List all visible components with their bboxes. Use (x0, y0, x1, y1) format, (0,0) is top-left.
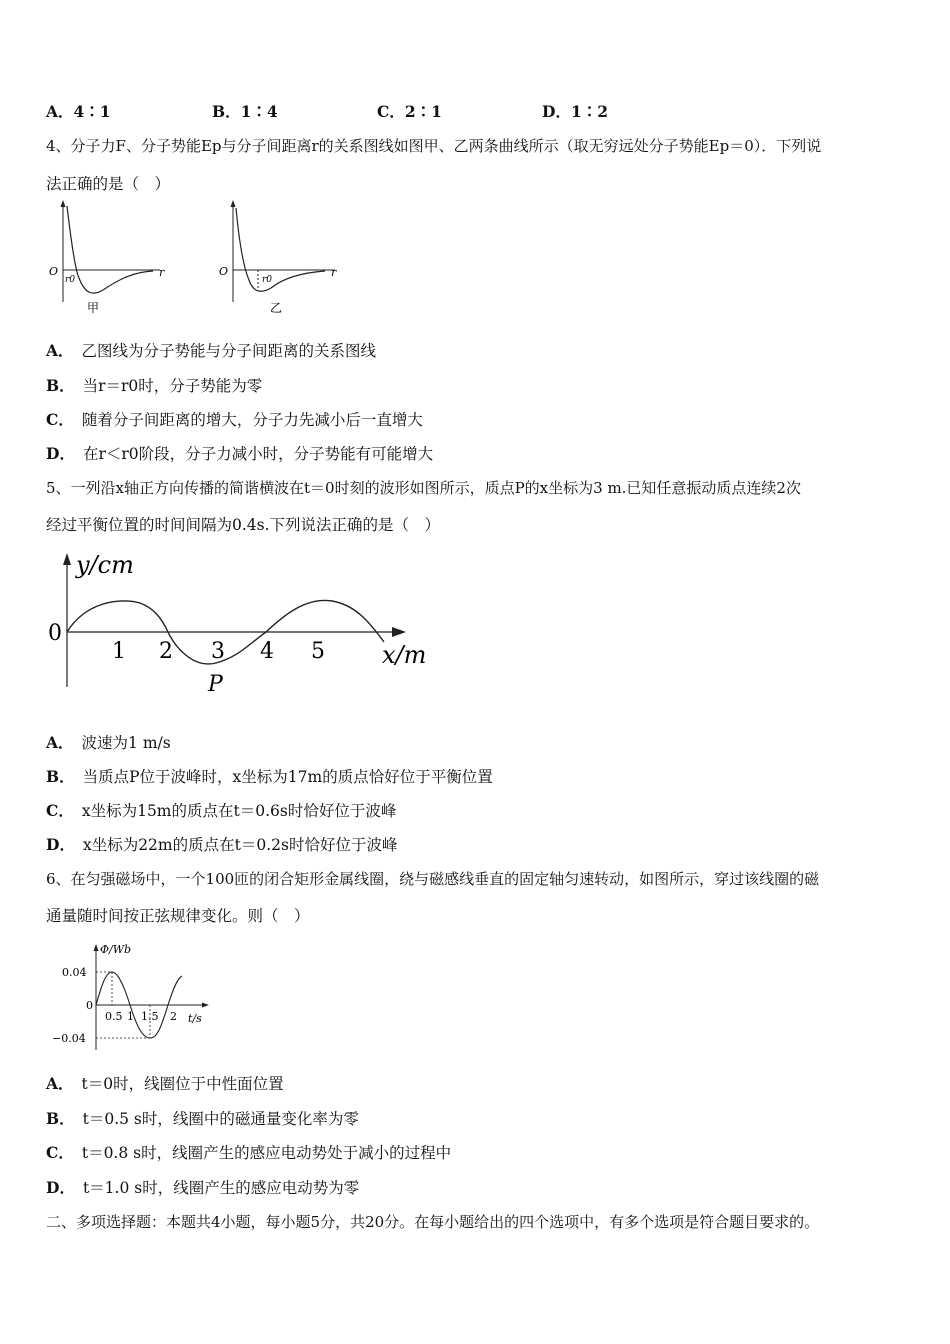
q4-yi-caption: 乙 (270, 301, 283, 315)
q6-option-a: A． t＝0时，线圈位于中性面位置 (46, 1074, 284, 1093)
q3-option-b: B．1∶4 (212, 102, 278, 121)
q5-x-label: x/m (382, 641, 427, 669)
q6-tick-2: 2 (170, 1010, 177, 1023)
q6-stem-line2: 通量随时间按正弦规律变化。则（ ） (46, 907, 310, 925)
q6-tick-05: 0.5 (105, 1010, 123, 1023)
q5-option-b: B． 当质点P位于波峰时，x坐标为17m的质点恰好位于平衡位置 (46, 767, 493, 786)
q6-x-label: t/s (188, 1012, 202, 1025)
q6-y-max: 0.04 (62, 966, 87, 979)
q5-tick-3: 3 (211, 639, 225, 664)
q4-figure-yi (215, 200, 345, 320)
q6-option-d: D． t＝1.0 s时，线圈产生的感应电动势为零 (46, 1178, 360, 1197)
q6-y-min: −0.04 (52, 1032, 86, 1045)
q4-yi-origin: O (219, 265, 229, 278)
q4-option-d: D． 在r＜r0阶段，分子力减小时，分子势能有可能增大 (46, 444, 434, 463)
q4-jia-caption: 甲 (87, 301, 100, 315)
q3-options-row (46, 102, 910, 122)
q5-option-d: D． x坐标为22m的质点在t＝0.2s时恰好位于波峰 (46, 835, 398, 854)
q5-stem-line2: 经过平衡位置的时间间隔为0.4s.下列说法正确的是（ ） (46, 516, 441, 534)
q4-figure-jia (45, 200, 175, 320)
section2-heading: 二、多项选择题：本题共4小题，每小题5分，共20分。在每小题给出的四个选项中，有多个选项是符合题目要求的。 (46, 1213, 820, 1231)
q5-tick-2: 2 (159, 639, 173, 664)
q5-y-label: y/cm (76, 551, 134, 579)
q4-jia-axis: r (159, 266, 165, 279)
q6-tick-15: 1.5 (141, 1010, 159, 1023)
q6-tick-1: 1 (127, 1010, 134, 1023)
q6-stem-line1: 6、在匀强磁场中，一个100匝的闭合矩形金属线圈，绕与磁感线垂直的固定轴匀速转动，如图所示，穿过该线圈的磁 (46, 870, 820, 888)
q6-option-b: B． t＝0.5 s时，线圈中的磁通量变化率为零 (46, 1109, 359, 1128)
q4-stem-line2: 法正确的是（ ） (46, 175, 171, 193)
q4-yi-axis: r (331, 266, 337, 279)
q5-tick-1: 1 (112, 639, 126, 664)
q5-point-p: P (208, 672, 223, 697)
q4-option-a: A． 乙图线为分子势能与分子间距离的关系图线 (46, 341, 377, 360)
q5-wave-figure (40, 545, 450, 705)
q3-option-a: A．4∶1 (46, 102, 111, 121)
q4-jia-origin: O (49, 265, 59, 278)
q6-flux-figure (48, 938, 218, 1053)
q3-option-c: C．2∶1 (377, 102, 442, 121)
q6-y-label: Φ/Wb (100, 943, 132, 956)
q4-option-b: B． 当r＝r0时，分子势能为零 (46, 376, 263, 395)
q4-yi-r0: r0 (262, 275, 273, 285)
q5-option-c: C． x坐标为15m的质点在t＝0.6s时恰好位于波峰 (46, 801, 397, 820)
q5-tick-4: 4 (260, 639, 274, 664)
q5-origin-label: 0 (48, 621, 62, 646)
q4-option-c: C． 随着分子间距离的增大，分子力先减小后一直增大 (46, 410, 423, 429)
q5-tick-5: 5 (311, 639, 325, 664)
q6-origin: 0 (86, 999, 93, 1012)
q6-option-c: C． t＝0.8 s时，线圈产生的感应电动势处于减小的过程中 (46, 1143, 452, 1162)
q4-stem-line1: 4、分子力F、分子势能Ep与分子间距离r的关系图线如图甲、乙两条曲线所示（取无穷远处分子势能Ep＝0）．下列说 (46, 137, 822, 155)
q3-option-d: D．1∶2 (542, 102, 609, 121)
q4-jia-r0: r0 (65, 275, 76, 285)
q5-option-a: A． 波速为1 m/s (46, 733, 171, 752)
q5-stem-line1: 5、一列沿x轴正方向传播的简谐横波在t＝0时刻的波形如图所示，质点P的x坐标为3 m.已知任意振动质点连续2次 (46, 479, 801, 497)
